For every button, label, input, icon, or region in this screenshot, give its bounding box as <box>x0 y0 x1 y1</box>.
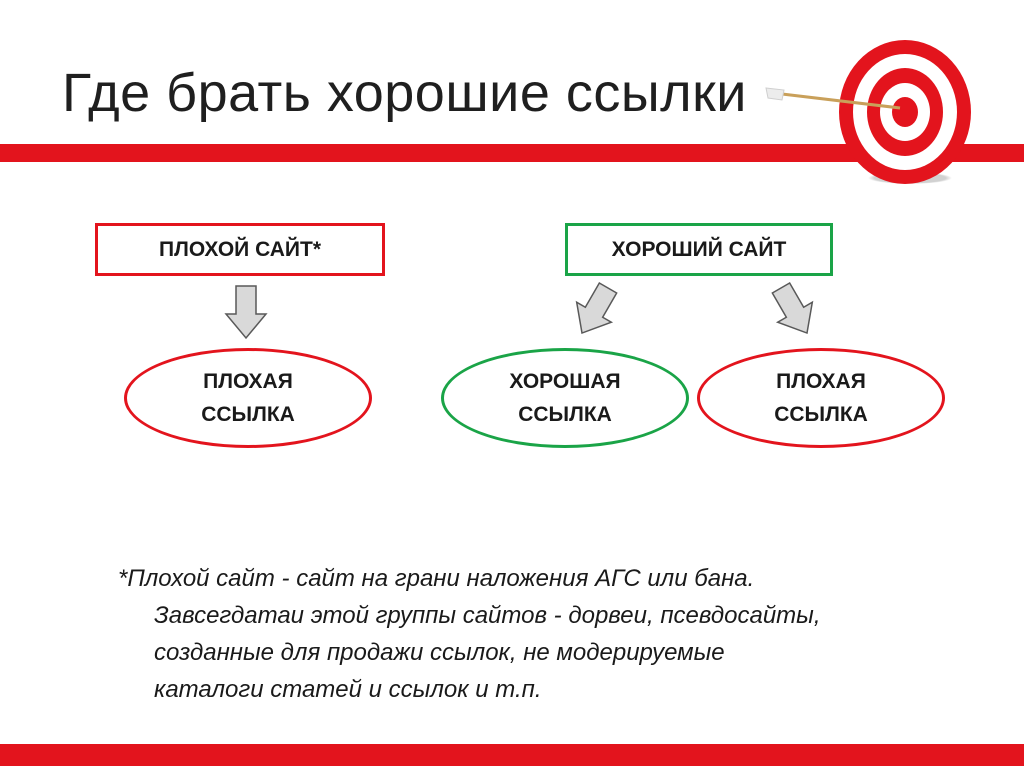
bad-link-ellipse-2 <box>697 348 945 448</box>
bottom-red-bar <box>0 744 1024 766</box>
footnote-line-1: *Плохой сайт - сайт на грани наложения АГС или бана. <box>118 565 755 592</box>
bad-link-ellipse <box>124 348 372 448</box>
footnote-line-4: каталоги статей и ссылок и т.п. <box>154 676 542 703</box>
down-arrow-icon <box>565 278 626 343</box>
bad-link-2-line2: ССЫЛКА <box>774 403 868 426</box>
good-link-ellipse <box>441 348 689 448</box>
bad-link-2-line1: ПЛОХАЯ <box>776 370 866 393</box>
down-arrow-icon <box>764 278 825 343</box>
good-link-line2: ССЫЛКА <box>518 403 612 426</box>
footnote <box>118 560 978 708</box>
down-arrow-icon <box>226 286 266 338</box>
bad-link-line1: ПЛОХАЯ <box>203 370 293 393</box>
slide-title: Где брать хорошие ссылки <box>62 63 747 123</box>
bad-link-line2: ССЫЛКА <box>201 403 295 426</box>
footnote-line-2: Завсегдатаи этой группы сайтов - дорвеи, псевдосайты, <box>154 602 821 629</box>
footnote-line-3: созданные для продажи ссылок, не модерируемые <box>154 639 725 666</box>
good-site-box: ХОРОШИЙ САЙТ <box>565 223 833 276</box>
target-icon <box>760 38 980 188</box>
good-link-line1: ХОРОШАЯ <box>509 370 621 393</box>
bad-site-box: ПЛОХОЙ САЙТ* <box>95 223 385 276</box>
